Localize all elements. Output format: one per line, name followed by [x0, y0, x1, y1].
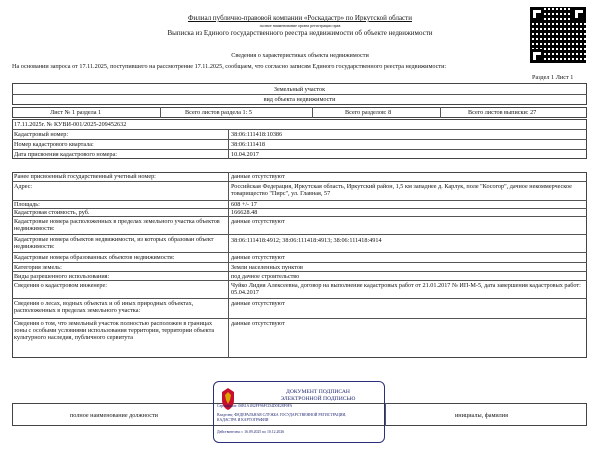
- sections-total: Всего разделов: 8: [345, 109, 392, 116]
- source-objects-value: 38:06:111418:4912; 38:06:111418:4913; 38:06:111418:4914: [231, 237, 382, 244]
- stamp-certificate: Сертификат: 00B1A1B2FF96FCD4D0E28F0FA: [217, 404, 293, 408]
- quarter-number-value: 38:06:111418: [231, 141, 265, 148]
- document-subtitle: Сведения о характеристиках объекта недвижимости: [231, 52, 369, 59]
- engineer-label: Сведения о кадастровом инженере:: [14, 282, 107, 289]
- name-label: инициалы, фамилия: [455, 412, 508, 419]
- natural-objects-value: данные отсутствуют: [231, 300, 285, 307]
- request-intro: На основании запроса от 17.11.2025, поступившего на рассмотрение 17.11.2025, сообщаем, что согласно записям Единого государственного реестра недвижимости:: [12, 63, 447, 70]
- area-value: 608 +/- 17: [231, 201, 257, 208]
- cadastral-value-value: 166628.48: [231, 209, 258, 216]
- org-name: Филиал публично-правовой компании «Роскадастр» по Иркутской области: [188, 14, 412, 22]
- sheets-total: Всего листов выписки: 27: [468, 109, 537, 116]
- engineer-value: Чуйко Лидия Алексеевна, договор на выполнение кадастровых работ от 21.01.2017 № ИП-М-5, дата завершения кадастровых работ: 05.04.2017: [231, 282, 581, 296]
- object-type-note: вид объекта недвижимости: [263, 96, 336, 103]
- permitted-use-value: под дачное строительство: [231, 273, 300, 280]
- source-objects-label: Кадастровые номера объектов недвижимости, из которых образован объект недвижимости:: [14, 236, 214, 250]
- special-zone-value: данные отсутствуют: [231, 320, 285, 327]
- inner-objects-value: данные отсутствуют: [231, 218, 285, 225]
- extract-date-number: 17.11.2025г. № КУВИ-001/2025-209452632: [14, 121, 127, 128]
- qr-corner-icon: [530, 49, 544, 63]
- stamp-line-2: ЭЛЕКТРОННОЙ ПОДПИСЬЮ: [280, 396, 356, 402]
- stamp-valid: Действителен: с 16.09.2025 по 10.12.2026: [217, 430, 285, 434]
- special-zone-label: Сведения о том, что земельный участок полностью расположен в границах зоны с особыми условиями использования территории, территории объекта культурного наследия, публичного сервитута: [14, 320, 215, 341]
- assign-date-label: Дата присвоения кадастрового номера:: [14, 151, 117, 158]
- stamp-owner: Владелец: ФЕДЕРАЛЬНАЯ СЛУЖБА ГОСУДАРСТВЕННОЙ РЕГИСТРАЦИИ, КАДАСТРА И КАРТОГРАФИИ: [217, 413, 347, 422]
- stamp-line-1: ДОКУМЕНТ ПОДПИСАН: [286, 389, 350, 395]
- natural-objects-label: Сведения о лесах, водных объектах и об иных природных объектах, расположенных в пределах земельного участка:: [14, 300, 194, 314]
- address-value: Российская Федерация, Иркутская область, Иркутский район, 1,5 км западнее д. Карлук, поле "Косогор", дачное некоммерческое товарищество "Пирс", ул. Главная, 57: [231, 183, 572, 197]
- land-category-value: Земли населенных пунктов: [231, 264, 303, 271]
- area-label: Площадь:: [14, 201, 40, 208]
- cadastral-number-label: Кадастровый номер:: [14, 131, 69, 138]
- inner-objects-label: Кадастровые номера расположенных в пределах земельного участка объектов недвижимости:: [14, 218, 220, 232]
- quarter-number-label: Номер кадастрового квартала:: [14, 141, 94, 148]
- derived-objects-label: Кадастровые номера образованных объектов недвижимости:: [14, 254, 175, 261]
- prev-number-value: данные отсутствуют: [231, 173, 285, 180]
- derived-objects-value: данные отсутствуют: [231, 254, 285, 261]
- sheets-in-section: Всего листов раздела 1: 5: [185, 109, 252, 116]
- land-category-label: Категория земель:: [14, 264, 62, 271]
- permitted-use-label: Виды разрешенного использования:: [14, 273, 110, 280]
- assign-date-value: 10.04.2017: [231, 151, 259, 158]
- qr-corner-icon: [572, 7, 586, 21]
- document-title: Выписка из Единого государственного реестра недвижимости об объекте недвижимости: [167, 29, 433, 37]
- prev-number-label: Ранее присвоенный государственный учетный номер:: [14, 173, 156, 180]
- e-signature-stamp: [213, 381, 385, 443]
- address-label: Адрес:: [14, 183, 33, 190]
- qr-corner-icon: [530, 7, 544, 21]
- cadastral-number-value: 38:06:111418:10386: [231, 131, 283, 138]
- object-type: Земельный участок: [273, 86, 326, 93]
- sheet-number: Лист № 1 раздела 1: [50, 109, 102, 116]
- position-label: полное наименование должности: [70, 412, 158, 419]
- section-label: Раздел 1 Лист 1: [532, 74, 574, 81]
- cadastral-value-label: Кадастровая стоимость, руб.: [14, 209, 90, 216]
- qr-code: [530, 7, 586, 63]
- org-note: полное наименование органа регистрации прав: [259, 23, 341, 28]
